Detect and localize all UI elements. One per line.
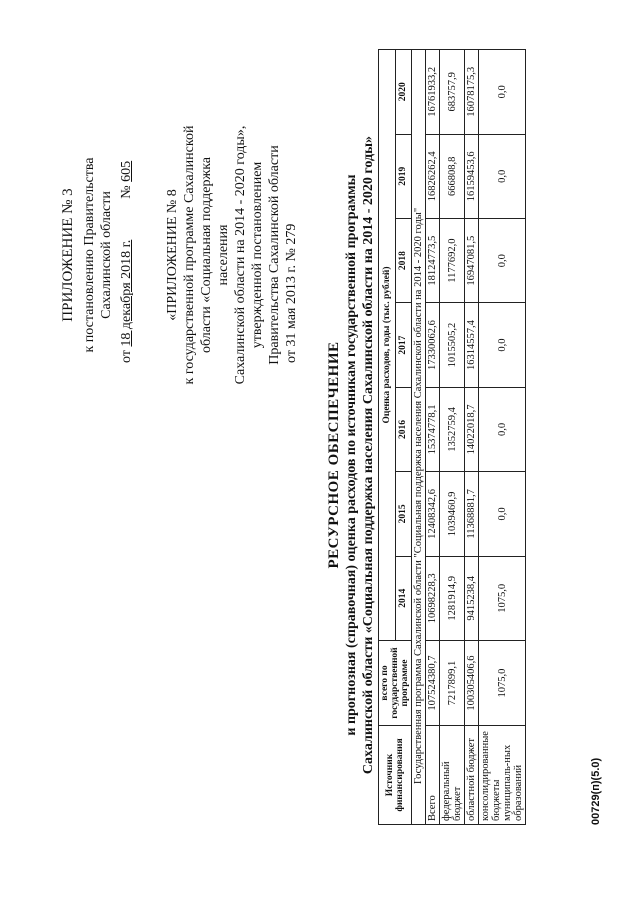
appendix8-date: 31 мая 2013 г. xyxy=(284,264,299,347)
header-year: 2014 xyxy=(395,556,412,640)
heading-line-2: и прогнозная (справочная) оценка расходов по источникам государственной программы xyxy=(344,174,359,736)
header-group: Оценка расходов, годы (тыс. рублей) xyxy=(379,50,396,641)
appendix8-date-line xyxy=(283,125,300,385)
row-value: 11368881,7 xyxy=(465,472,479,556)
header-source: Источник финансирования xyxy=(379,726,412,825)
resource-table xyxy=(378,49,526,825)
table-row xyxy=(440,50,465,825)
row-value: 17330062,6 xyxy=(426,303,440,387)
header-year: 2016 xyxy=(395,387,412,471)
annex-block xyxy=(60,105,135,405)
appendix8-line-2: области «Социальная поддержка населения xyxy=(199,157,231,353)
annex-date-line xyxy=(118,105,135,405)
row-total: 107524380,7 xyxy=(426,641,440,726)
row-total: 1075,0 xyxy=(479,641,526,726)
row-value: 666808,8 xyxy=(440,134,465,218)
row-value: 0,0 xyxy=(479,134,526,218)
annex-number: 605 xyxy=(119,160,134,182)
heading-main: РЕСУРСНОЕ ОБЕСПЕЧЕНИЕ xyxy=(326,341,342,569)
row-total: 100305406,6 xyxy=(465,641,479,726)
table-header-row xyxy=(379,50,396,825)
heading-line-3: Сахалинской области «Социальная поддержка населения Сахалинской области на 2014 - 2020 годы» xyxy=(361,135,376,775)
row-value: 9415238,4 xyxy=(465,556,479,640)
row-source: федеральный бюджет xyxy=(440,726,465,825)
appendix8-block xyxy=(164,125,300,385)
annex-number-label: № xyxy=(119,185,134,199)
row-value: 10698228,3 xyxy=(426,556,440,640)
row-value: 18124773,5 xyxy=(426,218,440,302)
row-value: 1177692,0 xyxy=(440,218,465,302)
footer-code: 00729(п)(5.0) xyxy=(590,757,602,825)
row-value: 16826262,4 xyxy=(426,134,440,218)
row-value: 12408342,6 xyxy=(426,472,440,556)
row-value: 0,0 xyxy=(479,218,526,302)
row-value: 0,0 xyxy=(479,472,526,556)
row-value: 0,0 xyxy=(479,303,526,387)
header-total: всего по государственной программе xyxy=(379,641,412,726)
row-total: 7217899,1 xyxy=(440,641,465,726)
row-value: 0,0 xyxy=(479,50,526,135)
appendix8-date-prefix: от xyxy=(284,350,299,363)
appendix8-title: «ПРИЛОЖЕНИЕ № 8 xyxy=(165,189,180,321)
row-value: 1075,0 xyxy=(479,556,526,640)
program-title: Государственная программа Сахалинской области "Социальная поддержка населения Сахалинской области на 2014 - 2020 годы" xyxy=(412,50,426,825)
row-value: 1281914,9 xyxy=(440,556,465,640)
appendix8-line-5: Правительства Сахалинской области xyxy=(267,145,282,365)
appendix8-line-4: утвержденной постановлением xyxy=(250,161,265,349)
row-source: консолидированные бюджеты муниципаль-ных образований xyxy=(479,726,526,825)
row-value: 16159453,6 xyxy=(465,134,479,218)
row-value: 1015505,2 xyxy=(440,303,465,387)
annex-date: 18 декабря 2018 г. xyxy=(119,239,134,347)
annex-date-prefix: от xyxy=(119,350,134,363)
program-row xyxy=(412,50,426,825)
header-year: 2019 xyxy=(395,134,412,218)
row-source: областной бюджет xyxy=(465,726,479,825)
row-value: 683757,9 xyxy=(440,50,465,135)
table-row xyxy=(426,50,440,825)
row-value: 16314557,4 xyxy=(465,303,479,387)
header-year: 2020 xyxy=(395,50,412,135)
document-heading xyxy=(326,135,377,775)
header-year: 2015 xyxy=(395,472,412,556)
row-value: 15374778,1 xyxy=(426,387,440,471)
annex-line-1: к постановлению Правительства xyxy=(82,157,97,353)
annex-title: ПРИЛОЖЕНИЕ № 3 xyxy=(60,188,76,322)
row-value: 1039460,9 xyxy=(440,472,465,556)
annex-line-2: Сахалинской области xyxy=(99,191,114,319)
header-year: 2017 xyxy=(395,303,412,387)
appendix8-line-3: Сахалинской области на 2014 - 2020 годы», xyxy=(233,125,248,385)
row-value: 16078175,3 xyxy=(465,50,479,135)
table-row xyxy=(479,50,526,825)
row-value: 0,0 xyxy=(479,387,526,471)
row-value: 1352759,4 xyxy=(440,387,465,471)
row-value: 14022018,7 xyxy=(465,387,479,471)
table-row xyxy=(465,50,479,825)
row-value: 16947081,5 xyxy=(465,218,479,302)
row-source: Всего xyxy=(426,726,440,825)
header-year: 2018 xyxy=(395,218,412,302)
appendix8-number: 279 xyxy=(284,223,299,245)
appendix8-line-1: к государственной программе Сахалинской xyxy=(182,125,197,385)
row-value: 16761933,2 xyxy=(426,50,440,135)
appendix8-number-label: № xyxy=(284,248,299,262)
